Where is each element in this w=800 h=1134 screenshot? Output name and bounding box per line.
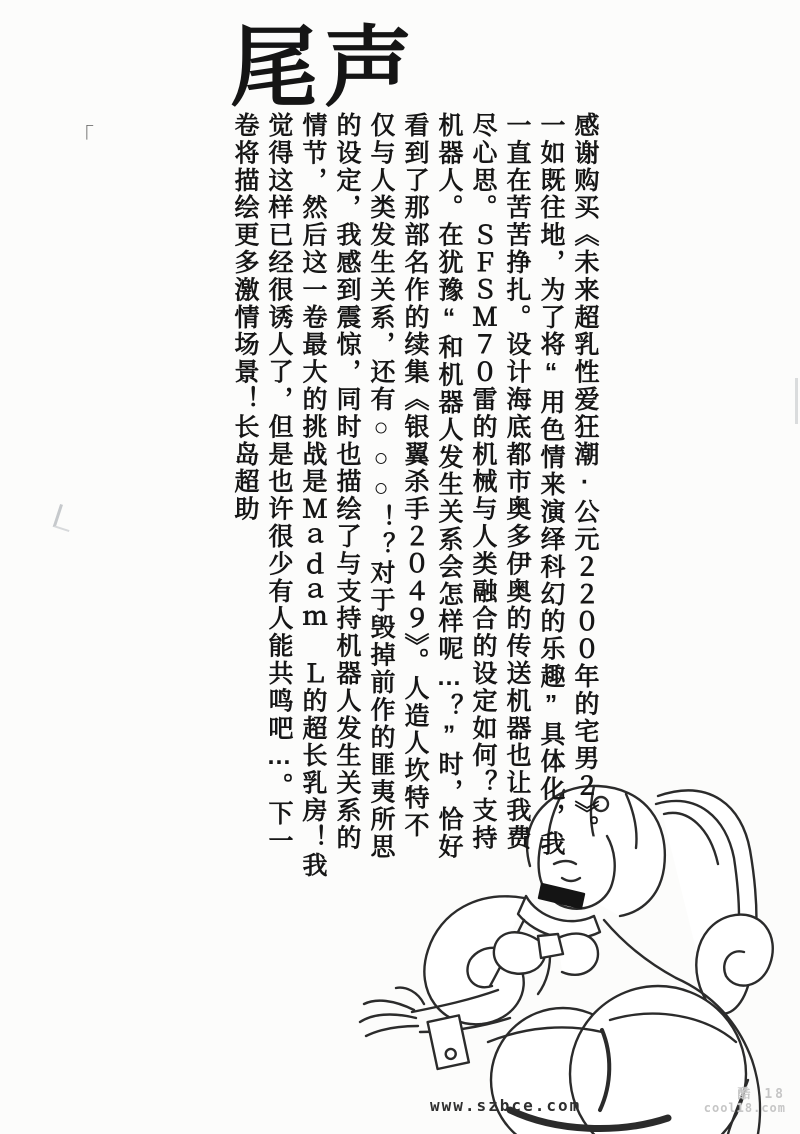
scan-artifact (53, 504, 77, 532)
afterword-column: 的设定，我感到震惊，同时也描绘了与支持机器人发生关系的 (333, 112, 361, 852)
afterword-column: 觉得这样已经很诱人了，但是也许很少有人能共鸣吧…。下一 (265, 112, 293, 855)
center-watermark: www.szbce.com (430, 1096, 582, 1115)
afterword-column: 感谢购买《未来超乳性爱狂潮·公元２２００年的宅男２》。 (571, 112, 599, 843)
corner-watermark-line1: 酷 18 (737, 1087, 786, 1102)
page-title: 尾声 (230, 18, 419, 117)
scan-artifact (787, 378, 798, 424)
corner-watermark-line2: cool18.com (703, 1101, 786, 1116)
afterword-column: 尽心思。ＳＦＳＭ７０雷的机械与人类融合的设定如何？支持 (469, 112, 497, 852)
afterword-text (228, 112, 602, 978)
corner-watermark (704, 1088, 786, 1115)
afterword-column: 情节，然后这一卷最大的挑战是Ｍａｄａｍ Ｌ的超长乳房！我 (299, 112, 327, 880)
afterword-column: 一如既往地，为了将“用色情来演绎科幻的乐趣”具体化，我 (537, 112, 565, 858)
afterword-column: 机器人。在犹豫“和机器人发生关系会怎样呢…？”时，恰好 (435, 112, 463, 861)
corner-bracket-mark: 「 (72, 124, 95, 149)
afterword-column: 仅与人类发生关系，还有○○○！？对于毁掉前作的匪夷所思 (367, 112, 395, 861)
afterword-column: 卷将描绘更多激情场景！长岛超助 (231, 112, 259, 523)
afterword-column: 一直在苦苦挣扎。设计海底都市奥多伊奥的传送机器也让我费 (503, 112, 531, 852)
afterword-column: 看到了那部名作的续集《银翼杀手２０４９》。人造人坎特不 (401, 112, 429, 840)
